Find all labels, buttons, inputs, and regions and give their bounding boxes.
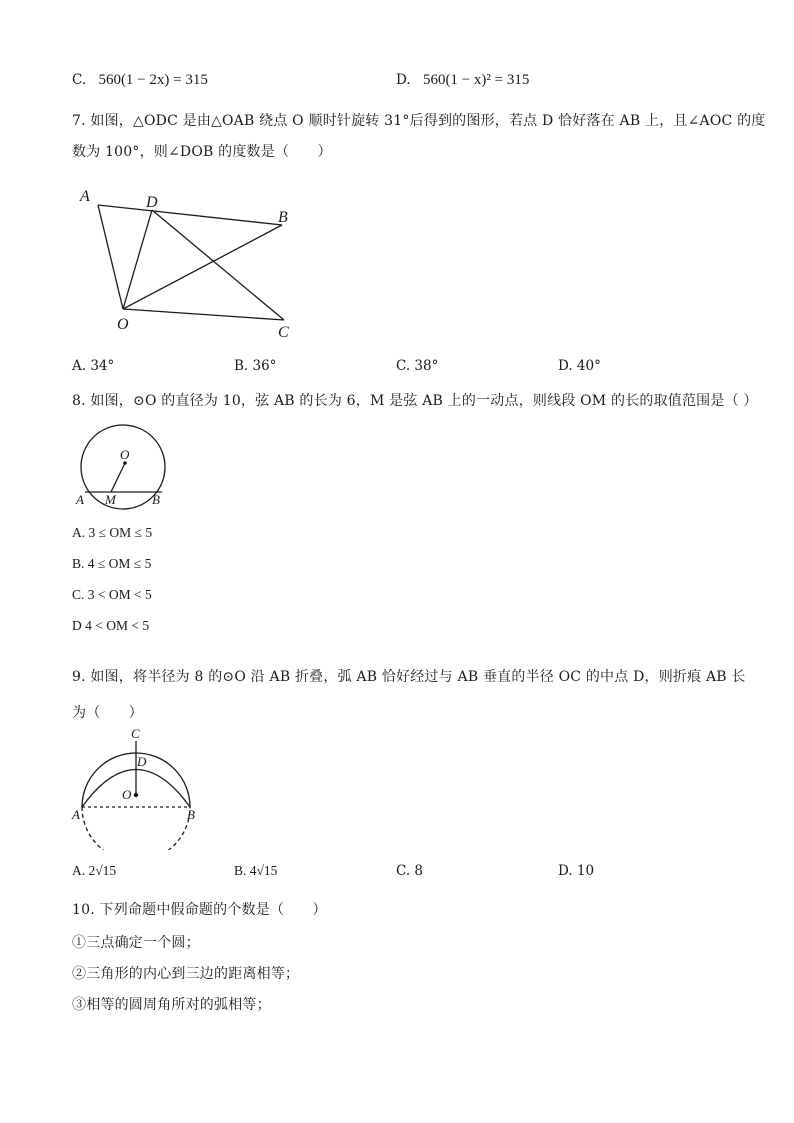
q6-option-d	[396, 72, 529, 89]
q7-figure	[70, 182, 310, 347]
q6-option-c-label: C.	[72, 72, 87, 88]
q6-option-d-label: D.	[396, 72, 411, 88]
q10-item-3: ③相等的圆周角所对的弧相等；	[72, 997, 271, 1013]
q7-option-b: B. 36°	[234, 358, 277, 374]
q9-lower-arc-dashed	[82, 807, 190, 850]
q7-label-b: B	[278, 209, 288, 226]
q6-option-c-expr: 560(1 − 2x) = 315	[98, 72, 208, 88]
q10-item-2: ②三角形的内心到三边的距离相等；	[72, 966, 300, 982]
q7-label-c: C	[278, 324, 289, 341]
q9-option-a: A. 2√15	[72, 863, 117, 878]
q7-question-line1: 7. 如图，△ODC 是由△OAB 绕点 O 顺时针旋转 31°后得到的图形，若点 D 恰好落在 AB 上，且∠AOC 的度	[72, 113, 766, 129]
q7-label-d: D	[146, 194, 158, 211]
q7-label-o: O	[117, 316, 129, 333]
q8-option-d: D 4 < OM < 5	[72, 618, 150, 633]
q9-label-d: D	[137, 754, 147, 769]
q9-option-d: D. 10	[558, 863, 595, 879]
q7-line-ob	[123, 225, 282, 309]
q7-line-ab	[98, 205, 282, 225]
q7-line-dc	[152, 210, 284, 320]
q9-question-line2: 为（ ）	[72, 705, 143, 721]
q8-label-a: A	[76, 492, 84, 507]
q9-label-b: B	[187, 807, 195, 822]
q10-question-line1: 10. 下列命题中假命题的个数是（ ）	[72, 902, 327, 918]
q9-label-o: O	[122, 787, 132, 802]
q9-option-b: B. 4√15	[234, 863, 278, 878]
q7-question-line2: 数为 100°，则∠DOB 的度数是（ ）	[72, 144, 332, 160]
q8-segment-om	[111, 463, 125, 492]
q8-figure	[72, 418, 182, 513]
q9-option-c: C. 8	[396, 863, 424, 879]
q8-question-line1: 8. 如图，⊙O 的直径为 10，弦 AB 的长为 6，M 是弦 AB 上的一动点，则线段 OM 的长的取值范围是（ ）	[72, 393, 758, 409]
q8-label-o: O	[120, 447, 130, 462]
q9-center-dot	[134, 793, 138, 797]
q9-label-a: A	[72, 807, 80, 822]
q8-label-b: B	[152, 492, 160, 507]
q7-option-a: A. 34°	[72, 358, 115, 374]
q9-label-c: C	[131, 726, 140, 741]
q9-question-line1: 9. 如图，将半径为 8 的⊙O 沿 AB 折叠，弧 AB 恰好经过与 AB 垂直的半径 OC 的中点 D，则折痕 AB 长	[72, 669, 746, 685]
q10-item-1: ①三点确定一个圆；	[72, 935, 200, 951]
q8-label-m: M	[105, 492, 116, 507]
q9-figure	[68, 724, 203, 850]
q7-option-d: D. 40°	[558, 358, 601, 374]
q8-option-c: C. 3 < OM < 5	[72, 587, 152, 602]
q6-option-c	[72, 72, 208, 89]
q6-option-d-expr: 560(1 − x)² = 315	[422, 72, 530, 88]
q7-line-oc	[123, 309, 284, 320]
q7-label-a: A	[80, 188, 90, 205]
q8-option-a: A. 3 ≤ OM ≤ 5	[72, 525, 153, 540]
q7-option-c: C. 38°	[396, 358, 439, 374]
q7-line-od	[123, 210, 152, 309]
q7-line-ao	[98, 205, 123, 309]
q8-option-b: B. 4 ≤ OM ≤ 5	[72, 556, 152, 571]
